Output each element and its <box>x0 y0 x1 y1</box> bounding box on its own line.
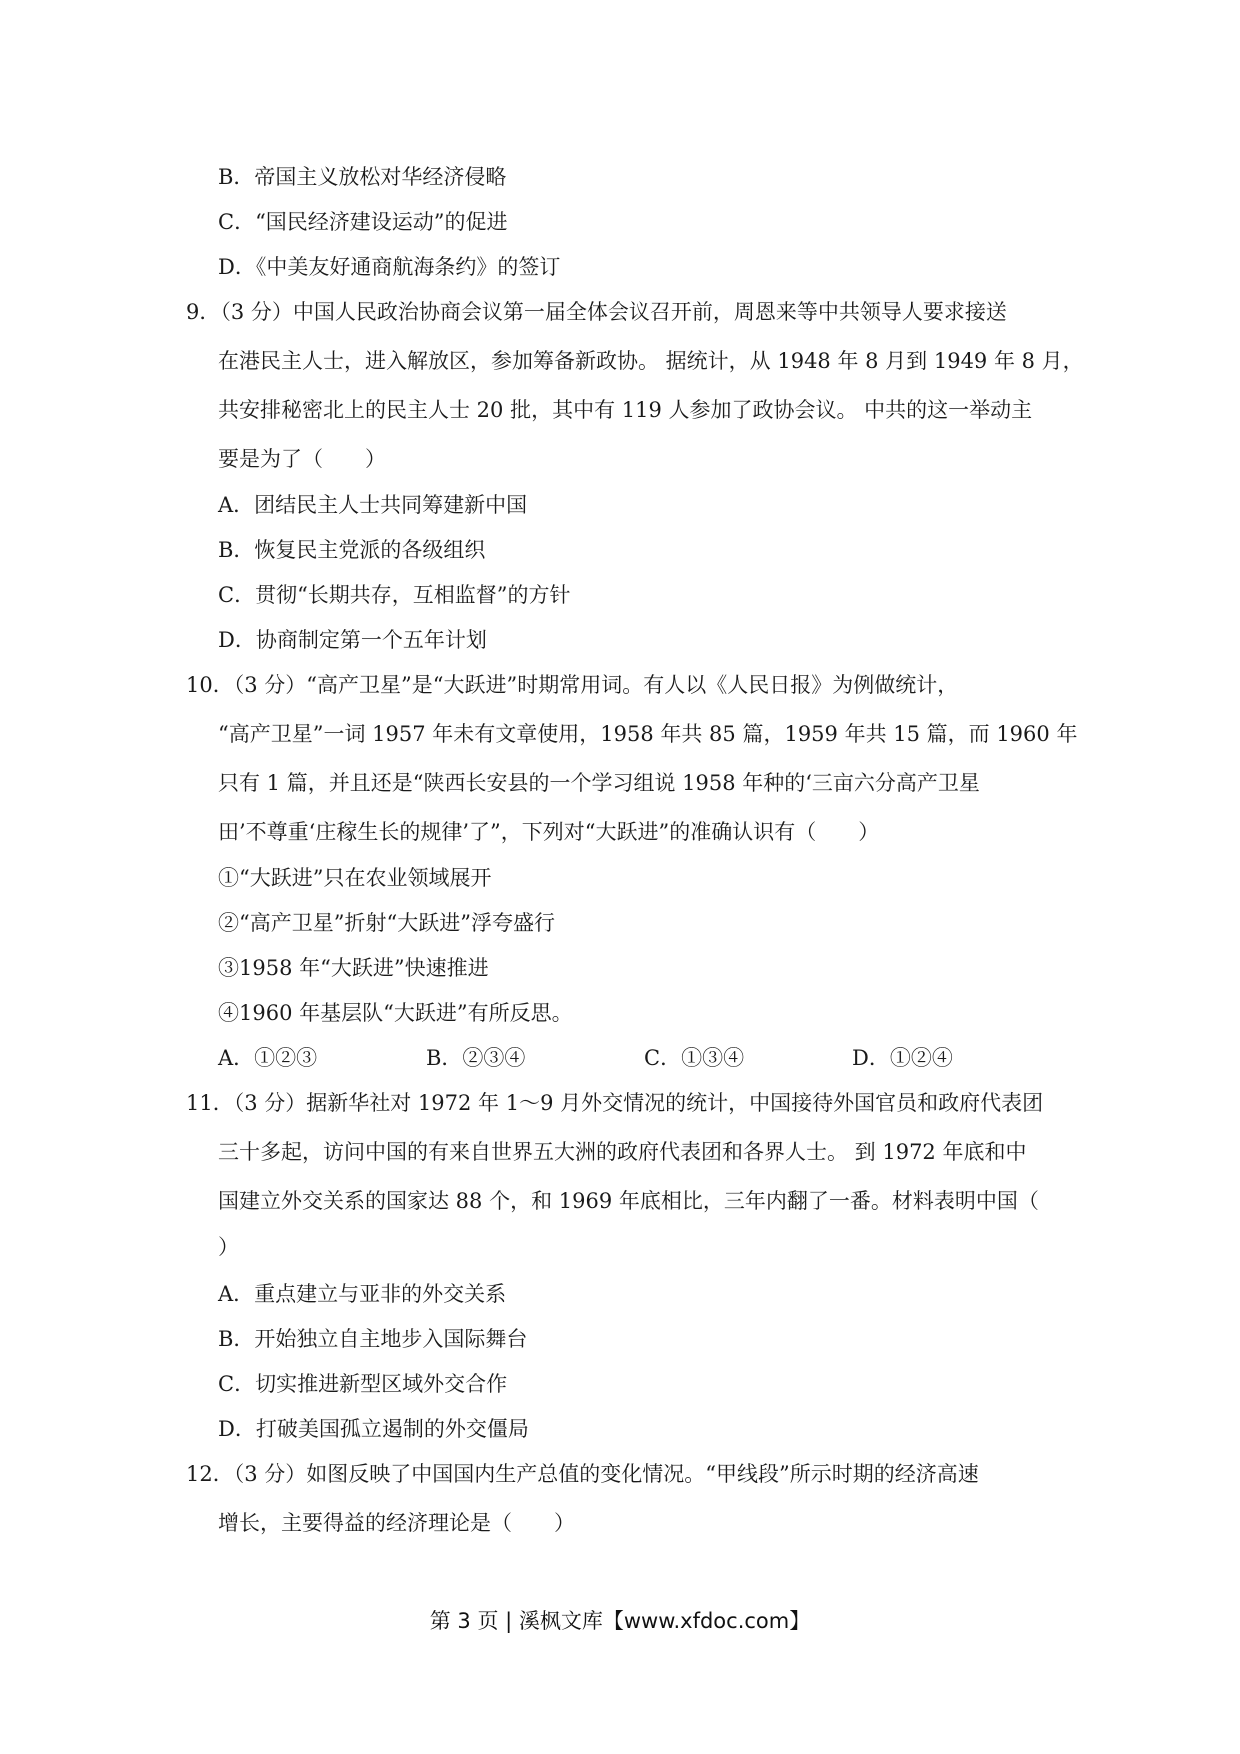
q9-stem-line-3: 共安排秘密北上的民主人士 20 批，其中有 119 人参加了政协会议。 中共的这一举动主 <box>218 398 1033 422</box>
q11-stem-line-4: ） <box>218 1235 239 1259</box>
q8-option-d: D．《中美友好通商航海条约》的签订 <box>218 255 561 279</box>
q12-stem-line-1: 12．（3 分）如图反映了中国国内生产总值的变化情况。“甲线段”所示时期的经济高速 <box>186 1462 979 1486</box>
q11-option-a: A．重点建立与亚非的外交关系 <box>218 1282 507 1306</box>
q11-stem-line-2: 三十多起，访问中国的有来自世界五大洲的政府代表团和各界人士。 到 1972 年底和中 <box>218 1140 1027 1164</box>
q10-stem-line-2: “高产卫星”一词 1957 年未有文章使用，1958 年共 85 篇，1959 年共 15 篇，而 1960 年 <box>218 722 1078 746</box>
q9-option-b: B．恢复民主党派的各级组织 <box>218 538 486 562</box>
q8-option-c: C．“国民经济建设运动”的促进 <box>218 210 508 234</box>
q8-option-b: B．帝国主义放松对华经济侵略 <box>218 165 507 189</box>
q10-stem-line-1: 10．（3 分）“高产卫星”是“大跃进”时期常用词。有人以《人民日报》为例做统计， <box>186 673 959 697</box>
q10-stem-line-3: 只有 1 篇，并且还是“陕西长安县的一个学习组说 1958 年种的‘三亩六分高产卫星 <box>218 771 980 795</box>
q12-stem-line-2: 增长，主要得益的经济理论是（ ） <box>218 1511 575 1535</box>
q9-stem-line-4: 要是为了（ ） <box>218 447 386 471</box>
q9-option-a: A．团结民主人士共同筹建新中国 <box>218 493 528 517</box>
page-footer: 第 3 页 | 溪枫文库【www.xfdoc.com】 <box>429 1609 811 1633</box>
q11-option-c: C．切实推进新型区域外交合作 <box>218 1372 508 1396</box>
q9-option-d: D．协商制定第一个五年计划 <box>218 628 487 652</box>
q11-option-d: D．打破美国孤立遏制的外交僵局 <box>218 1417 529 1441</box>
q11-stem-line-3: 国建立外交关系的国家达 88 个，和 1969 年底相比，三年内翻了一番。材料表明中国（ <box>218 1189 1039 1213</box>
q10-statement-3: ③1958 年“大跃进”快速推进 <box>218 956 489 980</box>
q9-option-c: C．贯彻“长期共存，互相监督”的方针 <box>218 583 571 607</box>
q10-options-row <box>218 1043 1018 1073</box>
q10-option-c: C．①③④ <box>644 1046 745 1070</box>
q11-stem-line-1: 11．（3 分）据新华社对 1972 年 1～9 月外交情况的统计，中国接待外国官员和政府代表团 <box>186 1091 1044 1115</box>
q10-option-a: A．①②③ <box>218 1046 318 1070</box>
q9-stem-line-1: 9．（3 分）中国人民政治协商会议第一届全体会议召开前，周恩来等中共领导人要求接送 <box>186 300 1007 324</box>
q9-stem-line-2: 在港民主人士，进入解放区，参加筹备新政协。 据统计，从 1948 年 8 月到 1949 年 8 月， <box>218 349 1084 373</box>
q10-option-d: D．①②④ <box>852 1046 953 1070</box>
q10-statement-2: ②“高产卫星”折射“大跃进”浮夸盛行 <box>218 911 555 935</box>
q10-statement-4: ④1960 年基层队“大跃进”有所反思。 <box>218 1001 573 1025</box>
q11-option-b: B．开始独立自主地步入国际舞台 <box>218 1327 528 1351</box>
q10-stem-line-4: 田’不尊重‘庄稼生长的规律’了”，下列对“大跃进”的准确认识有（ ） <box>218 820 880 844</box>
q10-option-b: B．②③④ <box>426 1046 526 1070</box>
q10-statement-1: ①“大跃进”只在农业领域展开 <box>218 866 492 890</box>
